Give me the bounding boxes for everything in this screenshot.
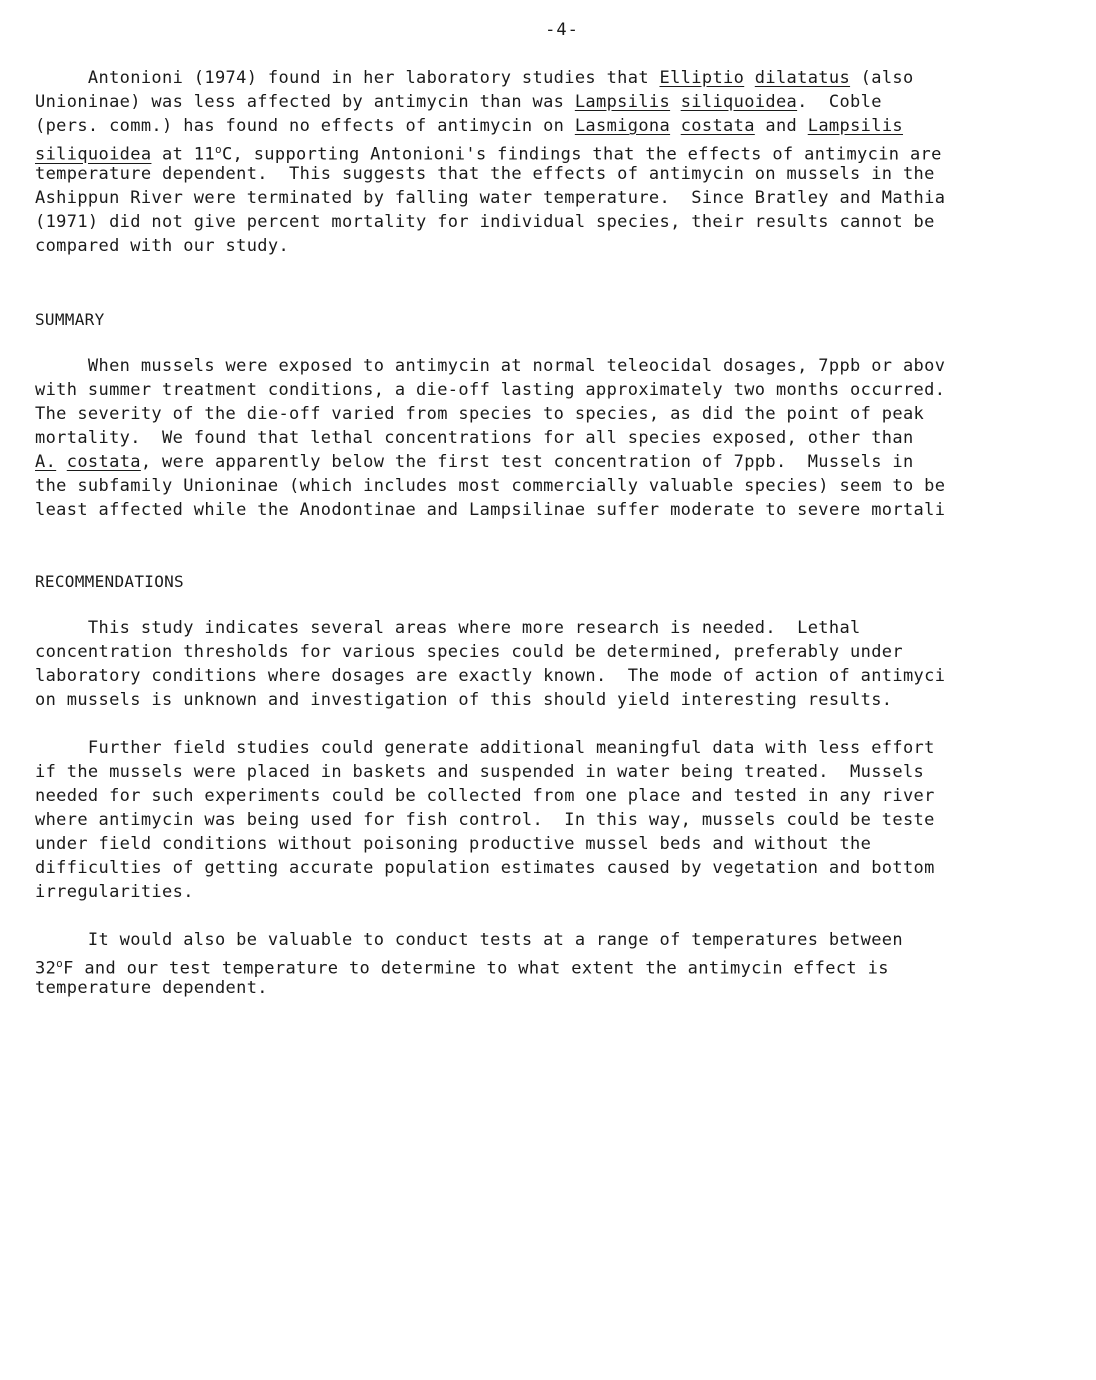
paragraph-line: [35, 66, 914, 90]
paragraph-line: the subfamily Unioninae (which includes most commercially valuable species) seem to be: [35, 476, 946, 496]
text-run: [56, 452, 67, 472]
degree-superscript: o: [56, 957, 64, 970]
text-run: C, supporting Antonioni's findings that the effects of antimycin are: [221, 144, 942, 165]
paragraph-line: laboratory conditions where dosages are exactly known. The mode of action of antimyci: [35, 666, 946, 686]
paragraph-line: compared with our study.: [35, 236, 290, 256]
species-name: siliquoidea: [680, 92, 798, 112]
section-heading-summary: SUMMARY: [35, 310, 105, 329]
paragraph-line: Ashippun River were terminated by falling water temperature. Since Bratley and Mathia: [35, 188, 946, 208]
paragraph-line: [35, 450, 914, 474]
paragraph-line: if the mussels were placed in baskets and suspended in water being treated. Mussels: [35, 762, 925, 782]
species-name: Elliptio: [659, 68, 745, 88]
page-number: -4-: [545, 20, 579, 40]
paragraph-line: It would also be valuable to conduct tests at a range of temperatures between: [35, 930, 903, 950]
text-run: at 11: [151, 144, 215, 165]
text-run: Unioninae) was less affected by antimycin than was: [35, 92, 575, 112]
text-run: , were apparently below the first test concentration of 7ppb. Mussels in: [140, 452, 914, 472]
paragraph-line: [35, 90, 882, 114]
species-name: A.: [35, 452, 57, 472]
species-name: dilatatus: [754, 68, 851, 88]
text-run: 32: [35, 958, 57, 979]
species-name: costata: [66, 452, 141, 472]
paragraph-line: with summer treatment conditions, a die-off lasting approximately two months occurred.: [35, 380, 946, 400]
paragraph-line: irregularities.: [35, 882, 194, 902]
species-name: costata: [680, 116, 755, 136]
paragraph-line: where antimycin was being used for fish control. In this way, mussels could be teste: [35, 810, 935, 830]
text-run: [744, 68, 755, 88]
text-run: (pers. comm.) has found no effects of antimycin on: [35, 116, 575, 136]
degree-superscript: o: [214, 143, 222, 156]
text-run: F and our test temperature to determine to what extent the antimycin effect is: [63, 958, 889, 979]
species-name: Lampsilis: [574, 92, 671, 112]
paragraph-line: concentration thresholds for various species could be determined, preferably under: [35, 642, 903, 662]
paragraph-line: This study indicates several areas where more research is needed. Lethal: [35, 618, 861, 638]
paragraph-line: When mussels were exposed to antimycin at normal teleocidal dosages, 7ppb or abov: [35, 356, 946, 376]
text-run: [670, 92, 681, 112]
paragraph-line: [35, 114, 903, 138]
text-run: (also: [850, 68, 914, 88]
paragraph-line: temperature dependent. This suggests that the effects of antimycin on mussels in the: [35, 164, 935, 184]
paragraph-line: needed for such experiments could be collected from one place and tested in any river: [35, 786, 935, 806]
paragraph-line: (1971) did not give percent mortality for individual species, their results cannot be: [35, 212, 935, 232]
paragraph-line: mortality. We found that lethal concentrations for all species exposed, other than: [35, 428, 914, 448]
paragraph-line: temperature dependent.: [35, 978, 268, 998]
species-name: siliquoidea: [35, 144, 152, 165]
text-run: . Coble: [797, 92, 882, 112]
section-heading-recommendations: RECOMMENDATIONS: [35, 572, 184, 591]
paragraph-line: under field conditions without poisoning productive mussel beds and without the: [35, 834, 872, 854]
species-name: Lasmigona: [574, 116, 671, 136]
paragraph-line: The severity of the die-off varied from species to species, as did the point of peak: [35, 404, 925, 424]
paragraph-line: Further field studies could generate additional meaningful data with less effort: [35, 738, 935, 758]
paragraph-line: difficulties of getting accurate population estimates caused by vegetation and bottom: [35, 858, 935, 878]
text-run: [670, 116, 681, 136]
species-name: Lampsilis: [807, 116, 903, 136]
paragraph-line: least affected while the Anodontinae and Lampsilinae suffer moderate to severe mortali: [35, 500, 946, 520]
text-run: and: [754, 116, 808, 136]
paragraph-line: on mussels is unknown and investigation of this should yield interesting results.: [35, 690, 893, 710]
text-run: Antonioni (1974) found in her laboratory studies that: [35, 68, 660, 88]
